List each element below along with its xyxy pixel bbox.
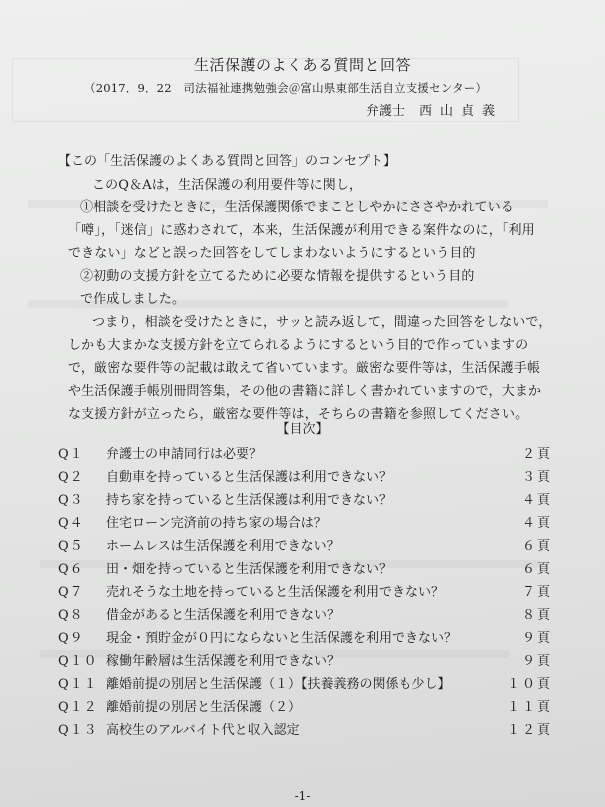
- concept-line: つまり，相談を受けたときに，サッと読み返して，間違った回答をしないで，: [92, 315, 552, 330]
- toc-number: Q７: [58, 585, 84, 600]
- document-meta: （2017．9．22 司法福祉連携勉強会＠富山県東部生活自立支援センター）: [84, 81, 488, 95]
- toc-row: [58, 627, 552, 649]
- toc-title: 自動車を持っていると生活保護は利用できない？: [106, 470, 393, 485]
- concept-line: や生活保護手帳別冊問答集，その他の書籍に詳しく書かれていますので，大まか: [68, 384, 542, 399]
- toc-title: 借金があると生活保護を利用できない？: [106, 608, 341, 623]
- toc-title: 稼働年齢層は生活保護を利用できない？: [106, 654, 341, 669]
- concept-line: このQ＆Aは，生活保護の利用要件等に関し，: [92, 178, 363, 193]
- toc-number: Q１０: [58, 654, 98, 669]
- concept-line: な支援方針が立ったら，厳密な要件等は，そちらの書籍を参照してください。: [68, 407, 529, 422]
- toc-title: 持ち家を持っていると生活保護は利用できない？: [106, 493, 393, 508]
- toc-page: ９頁: [521, 631, 552, 646]
- concept-line: 「噂」，「迷信」に惑わされて，本来，生活保護が利用できる案件なのに，「利用: [68, 223, 535, 238]
- toc-row: [58, 673, 552, 695]
- toc-row: [58, 604, 552, 626]
- toc-number: Q４: [58, 516, 84, 531]
- toc-title: 売れそうな土地を持っていると生活保護を利用できない？: [106, 585, 445, 600]
- toc-page: ３頁: [521, 470, 552, 485]
- concept-line: ①相談を受けたときに，生活保護関係でまことしやかにささやかれている: [80, 200, 514, 215]
- toc-title: 離婚前提の別居と生活保護（１）【扶養義務の関係も少し】: [106, 677, 451, 692]
- author-role: 弁護士: [366, 104, 406, 119]
- toc-row: [58, 581, 552, 603]
- toc-number: Q８: [58, 608, 84, 623]
- section-heading: 【この「生活保護のよくある質問と回答」のコンセプト】: [58, 154, 397, 169]
- toc-page: ８頁: [521, 608, 552, 623]
- toc-title: 弁護士の申請同行は必要？: [106, 447, 263, 462]
- toc-title: 高校生のアルバイト代と収入認定: [106, 723, 300, 738]
- toc-page: ７頁: [521, 585, 552, 600]
- toc-title: 離婚前提の別居と生活保護（２）: [106, 700, 302, 715]
- toc-row: [58, 558, 552, 580]
- document-title: 生活保護のよくある質問と回答: [193, 56, 411, 74]
- toc-page: ４頁: [521, 493, 552, 508]
- toc-row: [58, 650, 552, 672]
- author-line: [366, 100, 503, 119]
- toc-title: 田・畑を持っていると生活保護を利用できない？: [106, 562, 393, 577]
- toc-row: [58, 466, 552, 488]
- toc-number: Q６: [58, 562, 84, 577]
- toc-page: １０頁: [506, 677, 552, 692]
- concept-line: しかも大まかな支援方針を立てられるようにするという目的で作っていますの: [68, 338, 529, 353]
- toc-page: ２頁: [521, 447, 552, 462]
- toc-row: [58, 719, 552, 741]
- toc-heading: 【目次】: [276, 422, 329, 437]
- concept-line: できない」などと誤った回答をしてしまわないようにするという目的: [68, 246, 476, 261]
- toc-row: [58, 443, 552, 465]
- toc-row: [58, 512, 552, 534]
- toc-page: ９頁: [521, 654, 552, 669]
- page-number: -1-: [294, 789, 311, 803]
- toc-page: ６頁: [521, 562, 552, 577]
- toc-number: Q２: [58, 470, 84, 485]
- toc-title: ホームレスは生活保護を利用できない？: [106, 539, 340, 554]
- toc-number: Q３: [58, 493, 84, 508]
- toc-page: ４頁: [521, 516, 552, 531]
- toc-number: Q９: [58, 631, 84, 646]
- toc-number: Q１: [58, 447, 84, 462]
- concept-line: で作成しました。: [80, 292, 186, 307]
- toc-page: ６頁: [521, 539, 552, 554]
- toc-number: Q１３: [58, 723, 98, 738]
- concept-line: ②初動の支援方針を立てるために必要な情報を提供するという目的: [80, 269, 475, 284]
- toc-row: [58, 696, 552, 718]
- author-name: 西山貞義: [419, 104, 504, 119]
- toc-number: Q１１: [58, 677, 98, 692]
- toc-number: Q１２: [58, 700, 98, 715]
- concept-line: で，厳密な要件等の記載は敢えて省いています。厳密な要件等は，生活保護手帳: [68, 361, 541, 376]
- toc-page: １２頁: [506, 723, 552, 738]
- toc-title: 現金・預貯金が０円にならないと生活保護を利用できない？: [106, 631, 458, 646]
- toc-page: １１頁: [506, 700, 552, 715]
- toc-row: [58, 535, 552, 557]
- toc-number: Q５: [58, 539, 84, 554]
- toc-title: 住宅ローン完済前の持ち家の場合は？: [106, 516, 327, 531]
- toc-row: [58, 489, 552, 511]
